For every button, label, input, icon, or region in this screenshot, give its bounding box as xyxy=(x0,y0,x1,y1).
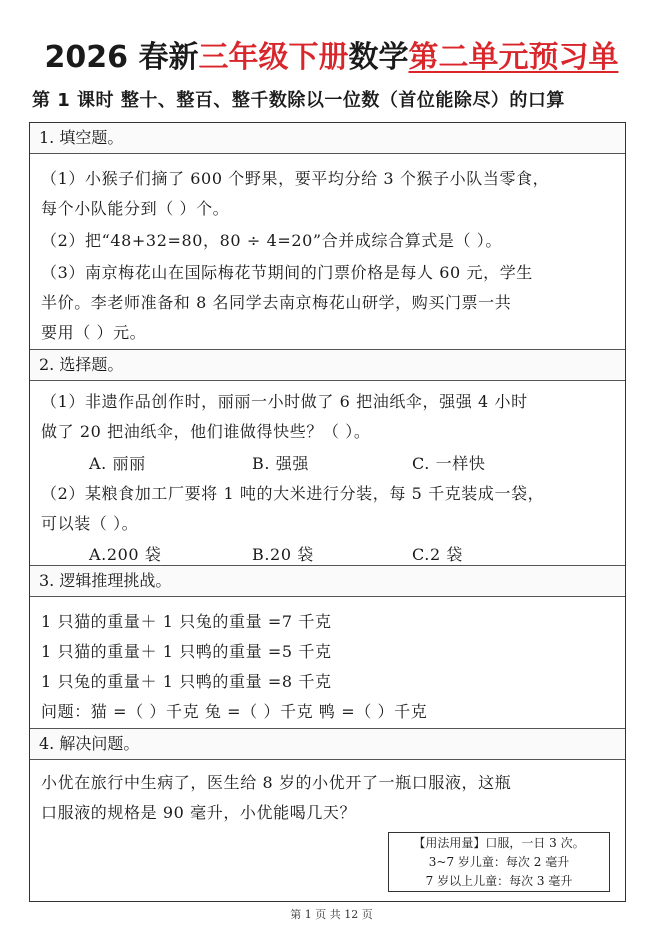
title-subject: 数学 xyxy=(348,40,409,75)
page-footer: 第 1 页 共 12 页 xyxy=(290,908,373,921)
fill-line: 要用（ ）元。 xyxy=(41,323,147,342)
choice-option: C. 一样快 xyxy=(412,454,486,473)
section-logic-body xyxy=(30,597,625,729)
section-choice-heading: 2. 选择题。 xyxy=(30,350,625,381)
worksheet-frame xyxy=(29,122,626,902)
solve-line: 小优在旅行中生病了，医生给 8 岁的小优开了一瓶口服液，这瓶 xyxy=(41,773,512,792)
dosage-line: 3~7 岁儿童：每次 2 毫升 xyxy=(428,855,570,869)
dosage-box xyxy=(388,832,610,892)
dosage-line: 7 岁以上儿童：每次 3 毫升 xyxy=(425,874,573,888)
choice-line: 做了 20 把油纸伞，他们谁做得快些？（ ）。 xyxy=(41,422,371,441)
choice-option: B.20 袋 xyxy=(252,545,314,564)
choice-line: 可以装（ ）。 xyxy=(41,514,139,533)
logic-line: 1 只猫的重量＋ 1 只兔的重量 =7 千克 xyxy=(41,612,332,631)
choice-line: （2）某粮食加工厂要将 1 吨的大米进行分装，每 5 千克装成一袋， xyxy=(41,484,545,503)
fill-line: （1）小猴子们摘了 600 个野果，要平均分给 3 个猴子小队当零食， xyxy=(41,169,550,188)
title-year: 2026 春新 xyxy=(44,40,199,75)
fill-line: 半价。李老师准备和 8 名同学去南京梅花山研学，购买门票一共 xyxy=(41,293,512,312)
fill-line: （3）南京梅花山在国际梅花节期间的门票价格是每人 60 元，学生 xyxy=(41,263,533,282)
fill-line: （2）把“48+32=80，80 ÷ 4=20”合并成综合算式是（ ）。 xyxy=(41,231,502,250)
section-logic-heading: 3. 逻辑推理挑战。 xyxy=(30,566,625,597)
title-grade: 三年级下册 xyxy=(198,40,349,75)
section-fill-heading: 1. 填空题。 xyxy=(30,123,625,154)
logic-question: 问题：猫 =（ ）千克 兔 =（ ）千克 鸭 =（ ）千克 xyxy=(41,702,428,721)
fill-line: 每个小队能分到（ ）个。 xyxy=(41,199,230,218)
choice-line: （1）非遗作品创作时，丽丽一小时做了 6 把油纸伞，强强 4 小时 xyxy=(41,392,528,411)
choice-option: A.200 袋 xyxy=(89,545,162,564)
solve-line: 口服液的规格是 90 毫升，小优能喝几天？ xyxy=(41,803,357,822)
section-choice-body xyxy=(30,381,625,566)
dosage-line: 【用法用量】口服，一日 3 次。 xyxy=(413,836,585,850)
choice-option: A. 丽丽 xyxy=(89,454,146,473)
logic-line: 1 只猫的重量＋ 1 只鸭的重量 =5 千克 xyxy=(41,642,332,661)
choice-option: C.2 袋 xyxy=(412,545,464,564)
choice-option: B. 强强 xyxy=(252,454,309,473)
lesson-title: 第 1 课时 整十、整百、整千数除以一位数（首位能除尽）的口算 xyxy=(32,90,565,111)
logic-line: 1 只兔的重量＋ 1 只鸭的重量 =8 千克 xyxy=(41,672,332,691)
section-fill-body xyxy=(30,154,625,350)
title-unit: 第二单元预习单 xyxy=(408,40,619,75)
page-title xyxy=(0,32,663,76)
section-solve-heading: 4. 解决问题。 xyxy=(30,729,625,760)
